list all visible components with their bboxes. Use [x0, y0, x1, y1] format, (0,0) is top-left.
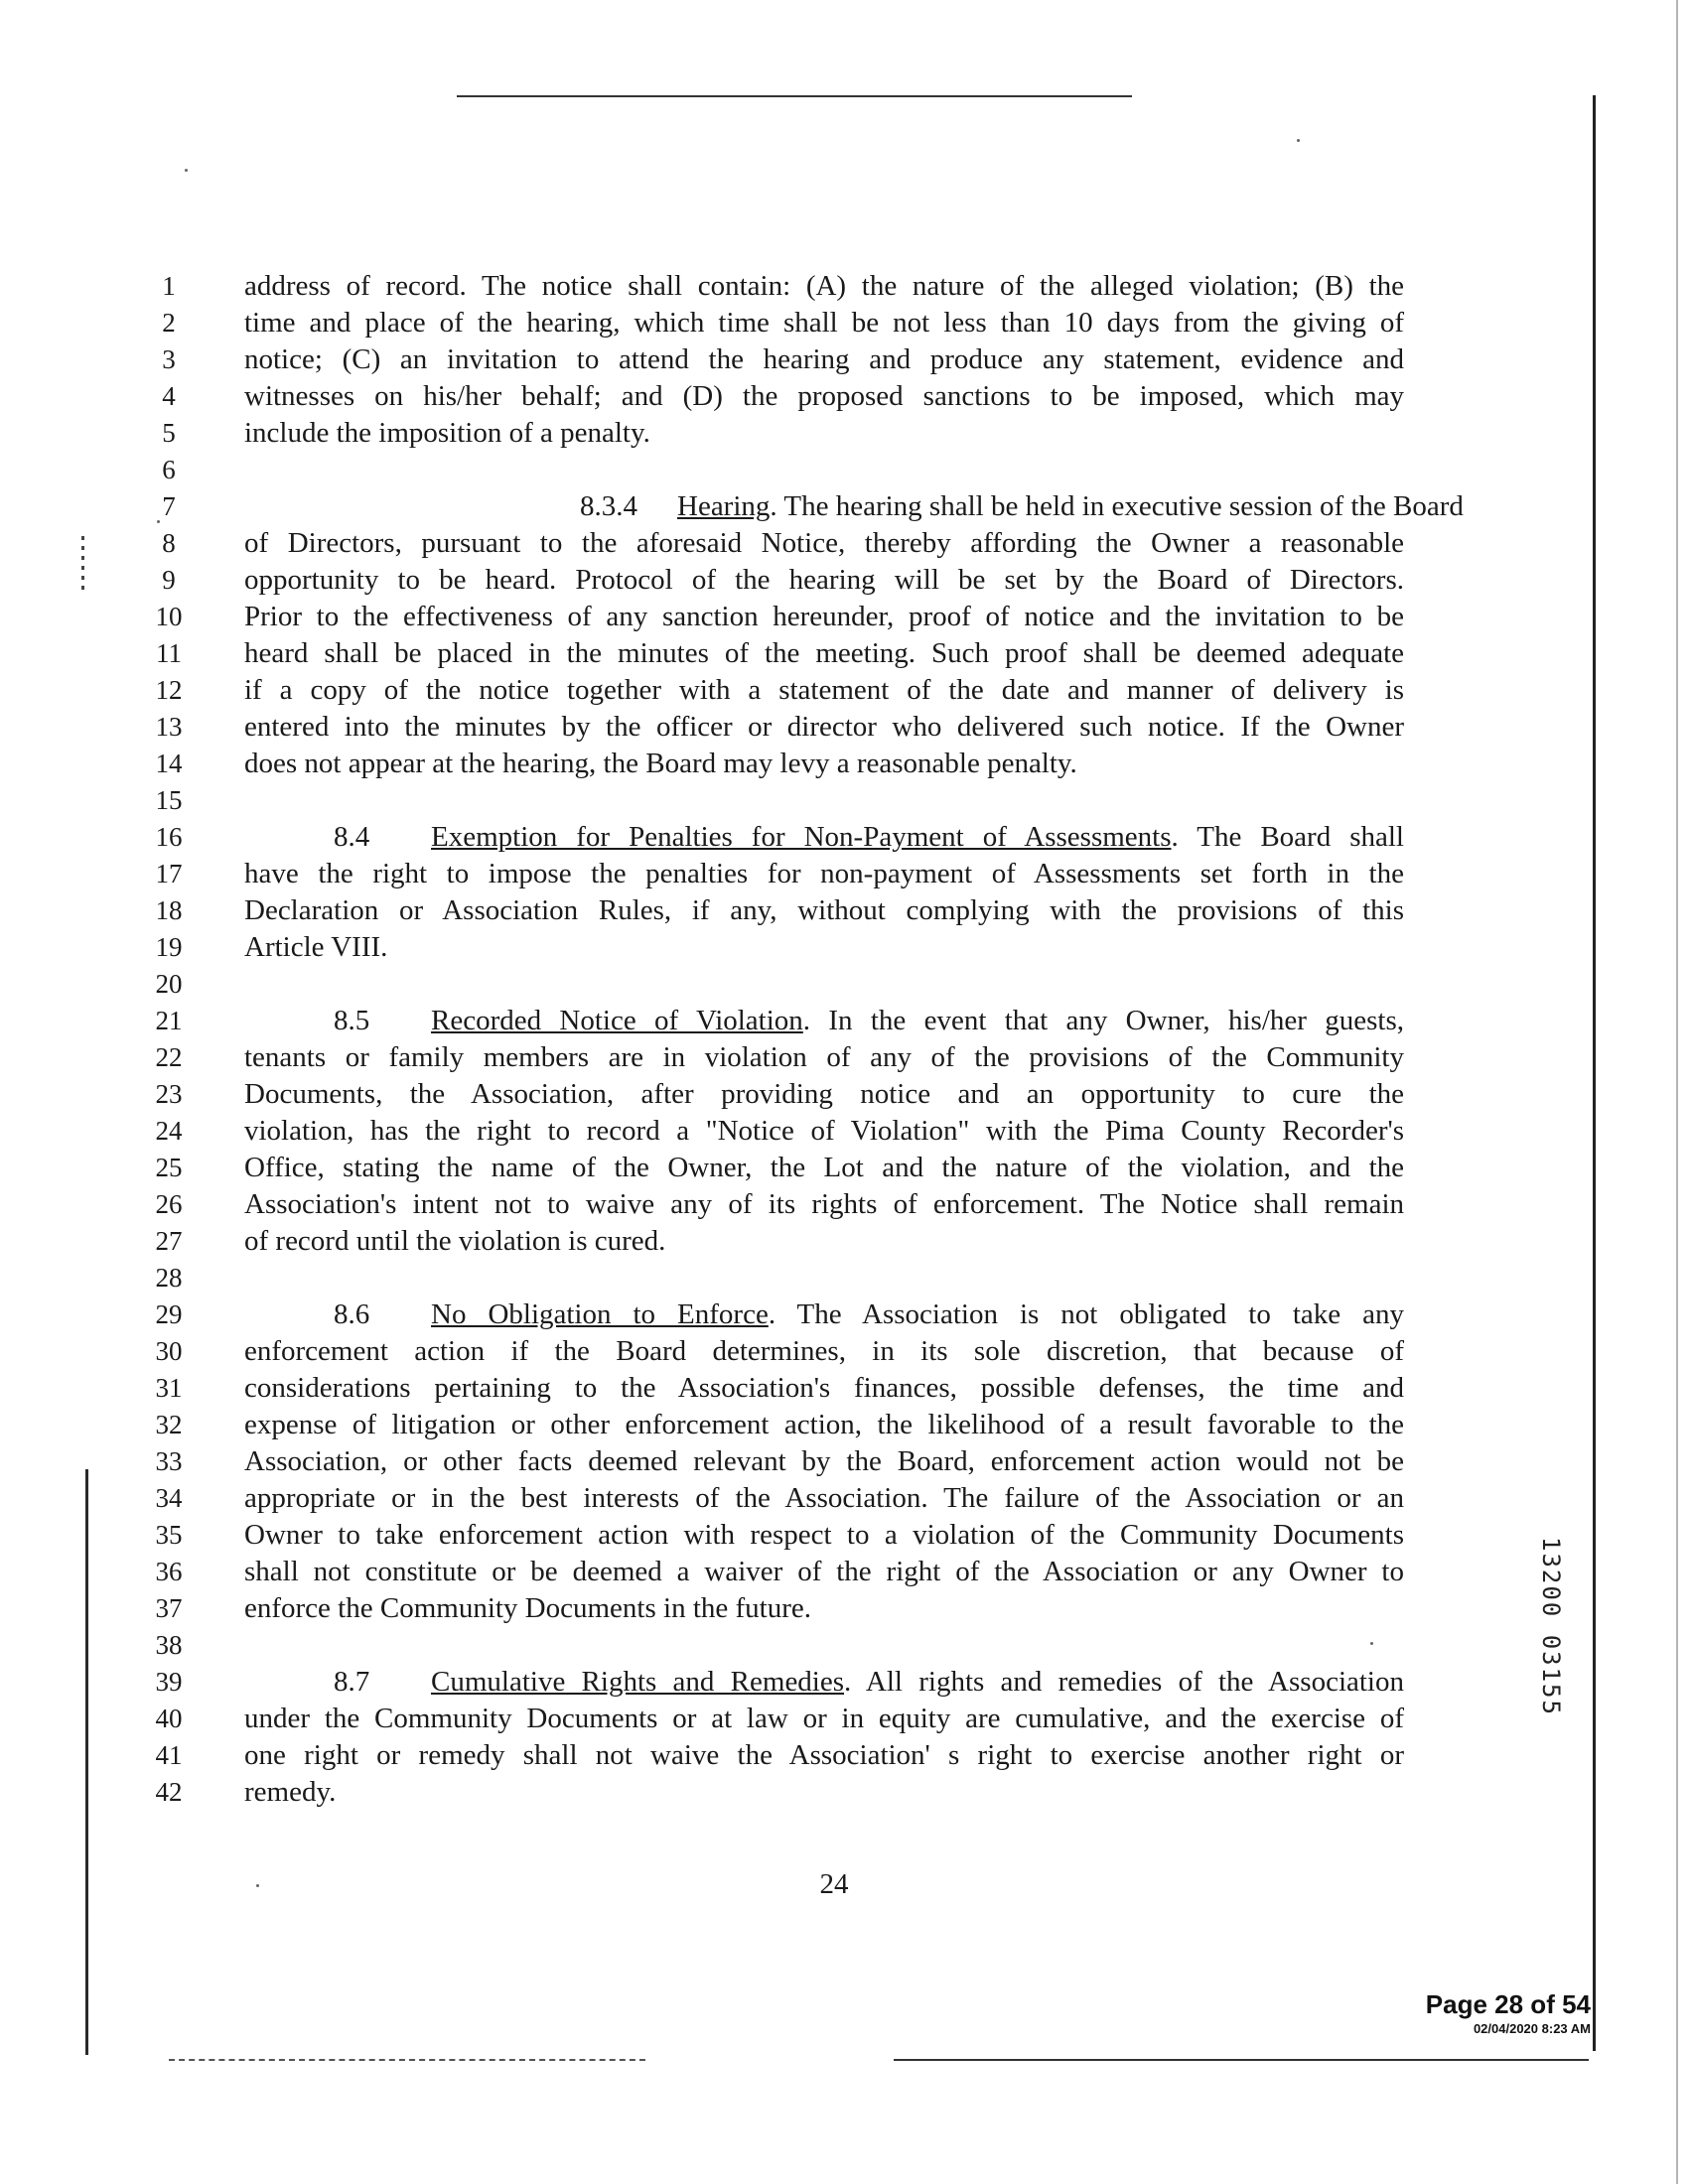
text-run: heard shall be placed in the minutes of the meeting. Such proof shall be deemed adequate [244, 637, 1404, 669]
line-number: 18 [155, 895, 183, 925]
line-number: 38 [155, 1630, 183, 1660]
line-text [244, 1443, 1404, 1480]
text-line [139, 1223, 1410, 1260]
line-number: 20 [155, 969, 183, 999]
line-text [244, 378, 1404, 415]
scan-speck [1297, 139, 1300, 142]
line-text [244, 635, 1404, 672]
text-line [139, 966, 1410, 1003]
line-text [244, 1333, 1404, 1370]
text-line [139, 525, 1410, 562]
section-number: 8.6 [334, 1298, 370, 1330]
line-number: 19 [155, 932, 183, 962]
line-text [244, 525, 1404, 562]
line-text [244, 1407, 1404, 1443]
text-run: include the imposition of a penalty. [244, 417, 650, 449]
text-line [139, 709, 1410, 746]
line-text [244, 268, 1404, 305]
line-text [244, 1774, 1404, 1811]
text-run: of record until the violation is cured. [244, 1225, 666, 1257]
line-text [244, 415, 1404, 452]
text-line [139, 1701, 1410, 1737]
line-number: 5 [162, 418, 176, 448]
text-line [139, 415, 1410, 452]
text-run: entered into the minutes by the officer or director who delivered such notice. If the Owner [244, 711, 1404, 743]
text-run: . The hearing shall be held in executive session of the Board [770, 490, 1464, 522]
text-line [139, 1664, 1410, 1701]
text-run: under the Community Documents or at law or in equity are cumulative, and the exercise of [244, 1703, 1404, 1734]
line-text [244, 1297, 1404, 1333]
text-run: Office, stating the name of the Owner, the Lot and the nature of the violation, and the [244, 1152, 1404, 1183]
text-run: if a copy of the notice together with a statement of the date and manner of delivery is [244, 674, 1404, 706]
text-line [139, 1774, 1410, 1811]
text-line [139, 1480, 1410, 1517]
header-rule [457, 95, 1132, 97]
text-line [139, 1333, 1410, 1370]
line-number: 41 [155, 1740, 183, 1770]
line-text [244, 709, 1404, 746]
line-number: 26 [155, 1189, 183, 1219]
section-heading: Exemption for Penalties for Non-Payment of Assessments [431, 821, 1172, 853]
section-heading: No Obligation to Enforce [431, 1298, 769, 1330]
text-run: enforce the Community Documents in the future. [244, 1592, 811, 1624]
text-run: . The Board shall [1171, 821, 1404, 853]
line-number: 36 [155, 1557, 183, 1586]
text-line [139, 892, 1410, 929]
text-line [139, 1260, 1410, 1297]
text-line [139, 929, 1410, 966]
line-text [244, 746, 1404, 782]
text-run: considerations pertaining to the Association's finances, possible defenses, the time and [244, 1372, 1404, 1404]
section-heading: Recorded Notice of Violation [431, 1005, 803, 1036]
text-line [139, 562, 1410, 599]
line-number: 35 [155, 1520, 183, 1550]
text-run: have the right to impose the penalties for non-payment of Assessments set forth in the [244, 858, 1404, 889]
section-number: 8.3.4 [580, 490, 637, 522]
line-number: 2 [162, 308, 176, 338]
line-number: 13 [155, 712, 183, 742]
left-margin-bar [85, 1469, 88, 2055]
section-number: 8.5 [334, 1005, 370, 1036]
text-line [139, 1003, 1410, 1039]
line-number: 25 [155, 1153, 183, 1182]
line-text [244, 488, 1464, 525]
line-text [244, 1186, 1404, 1223]
line-number: 14 [155, 749, 183, 778]
text-line [139, 452, 1410, 488]
section-heading: Cumulative Rights and Remedies [431, 1666, 845, 1698]
scan-speck [256, 1884, 259, 1887]
line-text [244, 819, 1404, 856]
page-number: 24 [819, 1868, 849, 1900]
section-heading: Hearing [677, 490, 771, 522]
text-line [139, 746, 1410, 782]
line-text [244, 1554, 1404, 1590]
line-number: 37 [155, 1593, 183, 1623]
line-text [244, 1370, 1404, 1407]
line-number: 9 [162, 565, 176, 595]
text-line [139, 1554, 1410, 1590]
text-line [139, 1407, 1410, 1443]
recorder-stamp-date: 02/04/2020 8:23 AM [1473, 2021, 1591, 2036]
line-text [244, 1223, 1404, 1260]
line-number: 16 [155, 822, 183, 852]
text-run: witnesses on his/her behalf; and (D) the proposed sanctions to be imposed, which may [244, 380, 1404, 412]
footer-rule-left [169, 2059, 645, 2061]
text-run: Association, or other facts deemed relevant by the Board, enforcement action would not be [244, 1445, 1404, 1477]
text-run: does not appear at the hearing, the Board may levy a reasonable penalty. [244, 748, 1077, 779]
line-text [244, 341, 1404, 378]
text-run: Article VIII. [244, 931, 388, 963]
text-run: Owner to take enforcement action with respect to a violation of the Community Documents [244, 1519, 1404, 1551]
text-run: of Directors, pursuant to the aforesaid Notice, thereby affording the Owner a reasonable [244, 527, 1404, 559]
line-text [244, 1517, 1404, 1554]
text-run: Declaration or Association Rules, if any, without complying with the provisions of this [244, 894, 1404, 926]
text-line [139, 1039, 1410, 1076]
recorder-page-stamp: Page 28 of 54 [1425, 1989, 1591, 2019]
text-line [139, 819, 1410, 856]
right-margin-bar [1593, 95, 1596, 2051]
line-text [244, 672, 1404, 709]
line-number: 29 [155, 1299, 183, 1329]
text-run: . All rights and remedies of the Association [844, 1666, 1404, 1698]
text-run: time and place of the hearing, which time shall be not less than 10 days from the giving of [244, 307, 1404, 339]
line-text [244, 1039, 1404, 1076]
line-number: 28 [155, 1263, 183, 1293]
text-run: enforcement action if the Board determines, in its sole discretion, that because of [244, 1335, 1404, 1367]
line-text [244, 1076, 1404, 1113]
scan-speck [185, 169, 188, 172]
text-line [139, 1186, 1410, 1223]
text-line [139, 1150, 1410, 1186]
line-number: 22 [155, 1042, 183, 1072]
line-number: 32 [155, 1410, 183, 1439]
line-number: 11 [156, 638, 182, 668]
line-number: 21 [155, 1006, 183, 1035]
line-number: 33 [155, 1446, 183, 1476]
text-line [139, 488, 1464, 525]
text-line [139, 378, 1410, 415]
line-number: 10 [155, 602, 183, 631]
text-line [139, 1297, 1410, 1333]
line-number: 17 [155, 859, 183, 888]
text-line [139, 1370, 1410, 1407]
text-line [139, 268, 1410, 305]
scan-edge [1676, 0, 1678, 2184]
line-text [244, 856, 1404, 892]
text-run: notice; (C) an invitation to attend the hearing and produce any statement, evidence and [244, 343, 1404, 375]
text-line [139, 1113, 1410, 1150]
text-line [139, 1076, 1410, 1113]
footer-rule-right [894, 2059, 1589, 2061]
line-number: 30 [155, 1336, 183, 1366]
text-run: Prior to the effectiveness of any sanction hereunder, proof of notice and the invitation to be [244, 601, 1404, 632]
text-run: appropriate or in the best interests of the Association. The failure of the Association or an [244, 1482, 1404, 1514]
text-run: Documents, the Association, after providing notice and an opportunity to cure the [244, 1078, 1404, 1110]
line-number: 27 [155, 1226, 183, 1256]
line-text [244, 1590, 1404, 1627]
text-line [139, 1590, 1410, 1627]
line-number: 40 [155, 1704, 183, 1733]
line-number: 4 [162, 381, 176, 411]
line-text [244, 305, 1404, 341]
text-line [139, 1627, 1410, 1664]
line-number: 34 [155, 1483, 183, 1513]
section-number: 8.7 [334, 1666, 370, 1698]
numbered-body-text [139, 268, 1464, 1811]
line-number: 1 [162, 271, 176, 301]
line-number: 3 [162, 344, 176, 374]
line-text [244, 1480, 1404, 1517]
line-number: 12 [155, 675, 183, 705]
text-run: opportunity to be heard. Protocol of the hearing will be set by the Board of Directors. [244, 564, 1404, 596]
line-number: 39 [155, 1667, 183, 1697]
text-line [139, 599, 1410, 635]
text-line [139, 1517, 1410, 1554]
line-number: 7 [162, 491, 176, 521]
left-margin-ticks [81, 536, 84, 596]
text-run: expense of litigation or other enforcement action, the likelihood of a result favorable to the [244, 1409, 1404, 1440]
text-line [139, 341, 1410, 378]
text-run: violation, has the right to record a "Notice of Violation" with the Pima County Recorder's [244, 1115, 1404, 1147]
text-run: Association's intent not to waive any of its rights of enforcement. The Notice shall remain [244, 1188, 1404, 1220]
text-run: address of record. The notice shall contain: (A) the nature of the alleged violation; (B) the [244, 270, 1404, 302]
text-line [139, 305, 1410, 341]
line-number: 31 [155, 1373, 183, 1403]
line-text [244, 1737, 1404, 1774]
line-text [244, 1664, 1404, 1701]
line-text [244, 1113, 1404, 1150]
line-number: 42 [155, 1777, 183, 1807]
text-run: . In the event that any Owner, his/her guests, [802, 1005, 1404, 1036]
line-text [244, 599, 1404, 635]
text-line [139, 1737, 1410, 1774]
text-run: . The Association is not obligated to take any [768, 1298, 1404, 1330]
text-run: remedy. [244, 1776, 337, 1808]
text-run: tenants or family members are in violation of any of the provisions of the Community [244, 1041, 1404, 1073]
text-line [139, 1443, 1410, 1480]
line-text [244, 1150, 1404, 1186]
line-text [244, 1701, 1404, 1737]
text-run: shall not constitute or be deemed a waiver of the right of the Association or any Owner to [244, 1556, 1404, 1587]
text-run: one right or remedy shall not waive the Association' s right to exercise another right or [244, 1739, 1404, 1771]
text-line [139, 635, 1410, 672]
line-text [244, 892, 1404, 929]
line-number: 23 [155, 1079, 183, 1109]
line-text [244, 562, 1404, 599]
line-text [244, 1003, 1404, 1039]
text-line [139, 782, 1410, 819]
line-text [244, 929, 1404, 966]
recording-margin-code: 13200 03155 [1537, 1537, 1565, 1716]
line-number: 15 [155, 785, 183, 815]
line-number: 6 [162, 455, 176, 484]
text-line [139, 856, 1410, 892]
section-number: 8.4 [334, 821, 370, 853]
line-number: 8 [162, 528, 176, 558]
text-line [139, 672, 1410, 709]
line-number: 24 [155, 1116, 183, 1146]
